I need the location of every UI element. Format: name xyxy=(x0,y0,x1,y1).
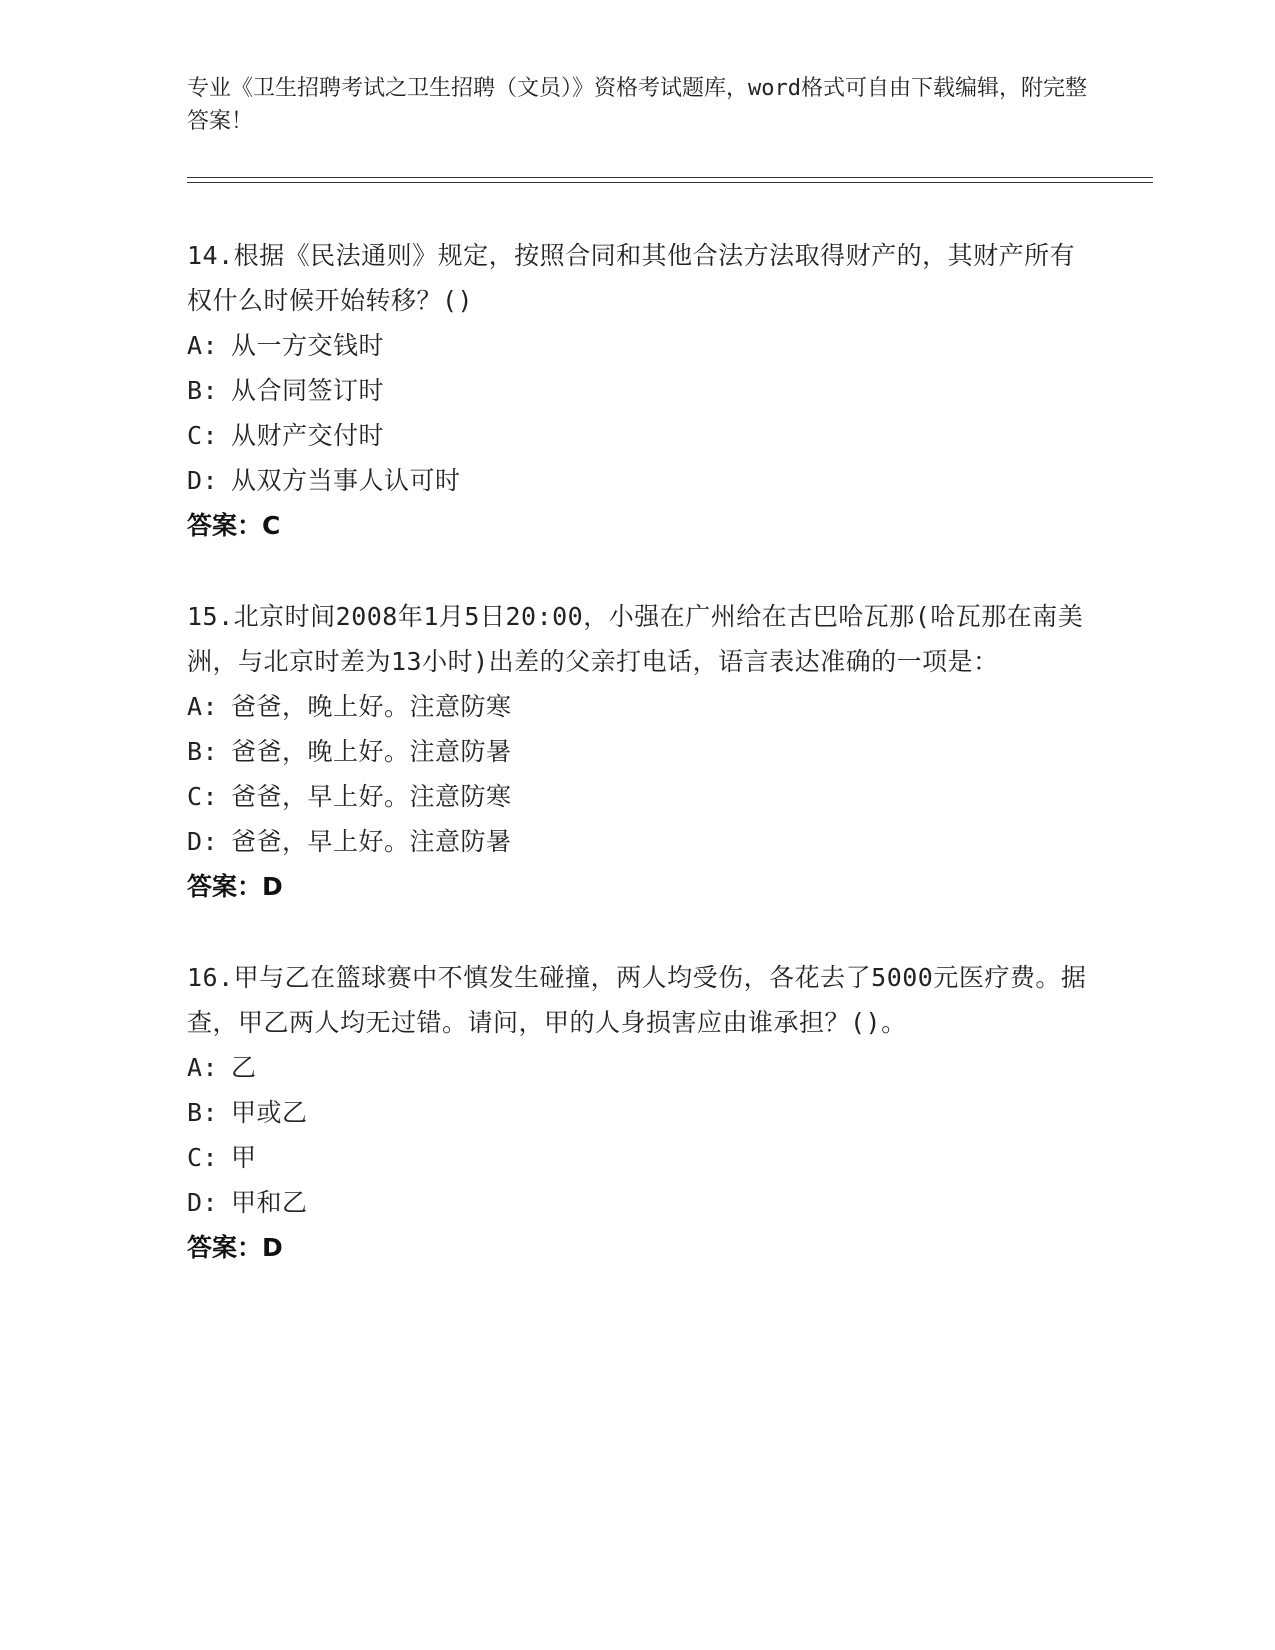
option-b xyxy=(187,368,1087,413)
option-text: 甲或乙 xyxy=(231,1098,308,1127)
question-text: 15.北京时间2008年1月5日20:00，小强在广州给在古巴哈瓦那(哈瓦那在南美洲，与北京时差为13小时)出差的父亲打电话，语言表达准确的一项是： xyxy=(187,602,1084,676)
option-text: 爸爸，晚上好。注意防寒 xyxy=(231,692,512,721)
option-text: 从合同签订时 xyxy=(231,376,385,405)
option-c xyxy=(187,413,1087,458)
option-a xyxy=(187,684,1087,729)
header-rule-bottom xyxy=(187,182,1153,183)
option-text: 爸爸，早上好。注意防寒 xyxy=(231,782,512,811)
option-text: 爸爸，早上好。注意防暑 xyxy=(231,827,512,856)
option-a xyxy=(187,1045,1087,1090)
question-16 xyxy=(187,955,1087,1270)
option-d xyxy=(187,1180,1087,1225)
option-c xyxy=(187,1135,1087,1180)
question-list xyxy=(187,233,1087,1316)
option-key: A: xyxy=(187,692,219,721)
option-key: A: xyxy=(187,331,219,360)
option-key: B: xyxy=(187,1098,219,1127)
question-15 xyxy=(187,594,1087,909)
option-text: 从一方交钱时 xyxy=(231,331,385,360)
page-header: 专业《卫生招聘考试之卫生招聘（文员）》资格考试题库，word格式可自由下载编辑，附完整答案！ xyxy=(187,76,1087,134)
question-text: 16.甲与乙在篮球赛中不慎发生碰撞，两人均受伤，各花去了5000元医疗费。据查，甲乙两人均无过错。请问，甲的人身损害应由谁承担？()。 xyxy=(187,963,1087,1037)
option-c xyxy=(187,774,1087,819)
option-a xyxy=(187,323,1087,368)
option-key: D: xyxy=(187,1188,219,1217)
option-text: 爸爸，晚上好。注意防暑 xyxy=(231,737,512,766)
option-text: 从财产交付时 xyxy=(231,421,385,450)
question-14 xyxy=(187,233,1087,548)
answer: 答案：C xyxy=(187,511,281,540)
option-key: B: xyxy=(187,737,219,766)
answer: 答案：D xyxy=(187,1233,283,1262)
option-text: 从双方当事人认可时 xyxy=(231,466,461,495)
option-text: 甲和乙 xyxy=(231,1188,308,1217)
question-text: 14.根据《民法通则》规定，按照合同和其他合法方法取得财产的，其财产所有权什么时候开始转移？() xyxy=(187,241,1076,315)
option-key: A: xyxy=(187,1053,219,1082)
option-d xyxy=(187,458,1087,503)
option-b xyxy=(187,1090,1087,1135)
option-key: B: xyxy=(187,376,219,405)
option-b xyxy=(187,729,1087,774)
option-d xyxy=(187,819,1087,864)
option-text: 甲 xyxy=(231,1143,257,1172)
header-rule-top xyxy=(187,177,1153,178)
option-key: C: xyxy=(187,1143,219,1172)
option-key: D: xyxy=(187,827,219,856)
option-key: C: xyxy=(187,421,219,450)
option-text: 乙 xyxy=(231,1053,257,1082)
answer: 答案：D xyxy=(187,872,283,901)
option-key: C: xyxy=(187,782,219,811)
option-key: D: xyxy=(187,466,219,495)
